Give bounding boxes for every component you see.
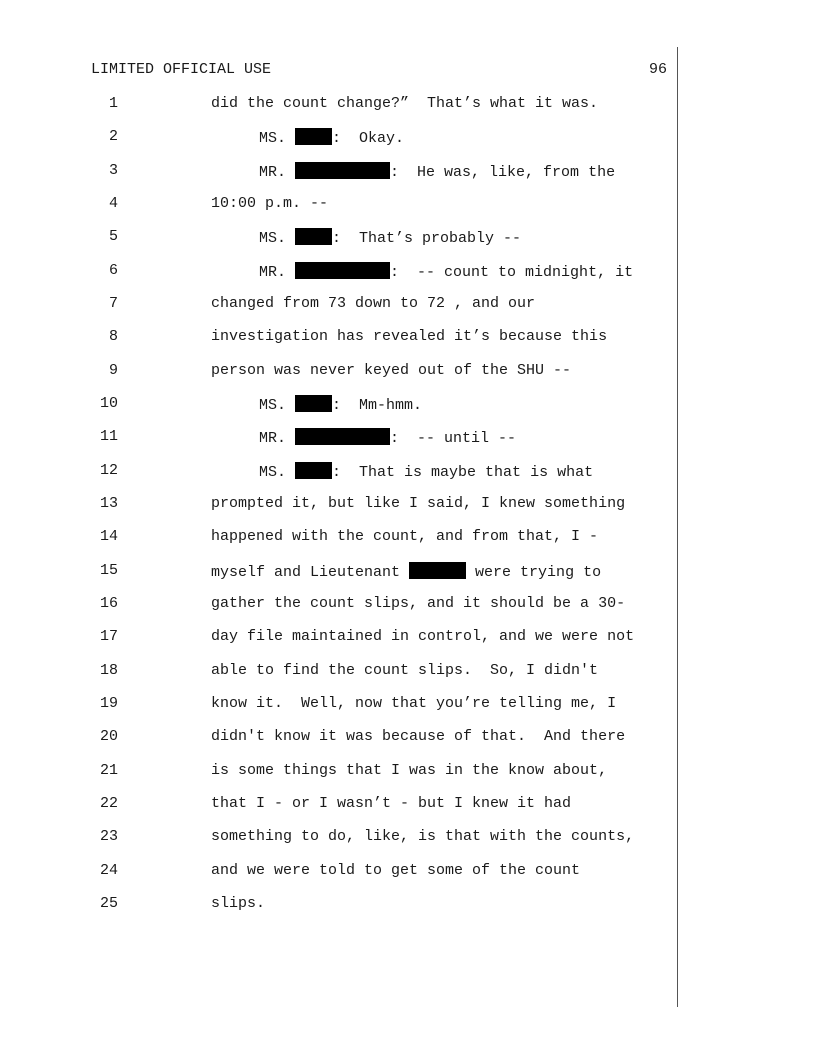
transcript-line <box>0 162 680 182</box>
line-text: is some things that I was in the know about, <box>211 762 608 779</box>
line-text: and we were told to get some of the count <box>211 862 581 879</box>
transcript-line <box>0 595 680 615</box>
transcript-line <box>0 228 680 248</box>
speech-text: : Okay. <box>332 130 405 147</box>
speaker-label: MS. <box>259 397 287 414</box>
transcript-line <box>0 695 680 715</box>
line-number: 4 <box>108 195 118 212</box>
speaker-label: MR. <box>259 430 287 447</box>
speaker-label: MR. <box>259 164 287 181</box>
line-number: 17 <box>99 628 118 645</box>
line-text: 10:00 p.m. -- <box>211 195 329 212</box>
line-number: 6 <box>108 262 118 279</box>
line-number: 11 <box>99 428 118 445</box>
line-number: 3 <box>108 162 118 179</box>
line-number: 19 <box>99 695 118 712</box>
transcript-line <box>0 895 680 915</box>
line-number: 24 <box>99 862 118 879</box>
transcript-line <box>0 428 680 448</box>
transcript-line <box>0 662 680 682</box>
speaker-label: MS. <box>259 230 287 247</box>
speech-text: : -- until -- <box>390 430 517 447</box>
transcript-line <box>0 262 680 282</box>
transcript-line <box>0 628 680 648</box>
line-number: 13 <box>99 495 118 512</box>
transcript-line <box>0 295 680 315</box>
transcript-line <box>0 195 680 215</box>
transcript-line <box>0 95 680 115</box>
line-number: 8 <box>108 328 118 345</box>
transcript-line <box>0 495 680 515</box>
line-text <box>259 128 404 147</box>
line-number: 1 <box>108 95 118 112</box>
transcript-line <box>0 828 680 848</box>
transcript-line <box>0 562 680 582</box>
redaction-box <box>409 562 466 579</box>
line-text: person was never keyed out of the SHU -- <box>211 362 572 379</box>
line-number: 23 <box>99 828 118 845</box>
speech-text: : Mm-hmm. <box>332 397 423 414</box>
transcript-line <box>0 795 680 815</box>
redaction-box <box>295 395 332 412</box>
classification-header: LIMITED OFFICIAL USE <box>91 61 272 78</box>
line-text: day file maintained in control, and we were not <box>211 628 635 645</box>
line-number: 10 <box>99 395 118 412</box>
line-text: gather the count slips, and it should be a 30- <box>211 595 626 612</box>
line-text: prompted it, but like I said, I knew something <box>211 495 626 512</box>
line-number: 14 <box>99 528 118 545</box>
line-text <box>259 228 521 247</box>
speech-text: : That’s probably -- <box>332 230 522 247</box>
line-number: 22 <box>99 795 118 812</box>
line-number: 21 <box>99 762 118 779</box>
line-text <box>259 395 422 414</box>
line-number: 5 <box>108 228 118 245</box>
line-number: 9 <box>108 362 118 379</box>
transcript-line <box>0 395 680 415</box>
redaction-box <box>295 262 390 279</box>
line-text: happened with the count, and from that, I - <box>211 528 599 545</box>
speech-text: : He was, like, from the <box>390 164 616 181</box>
redaction-box <box>295 462 332 479</box>
redaction-box <box>295 228 332 245</box>
line-text: slips. <box>211 895 266 912</box>
speech-text: myself and Lieutenant <box>211 564 410 581</box>
line-text <box>259 162 615 181</box>
line-number: 18 <box>99 662 118 679</box>
transcript-line <box>0 728 680 748</box>
line-number: 25 <box>99 895 118 912</box>
line-text: something to do, like, is that with the counts, <box>211 828 635 845</box>
speech-text: : That is maybe that is what <box>332 464 594 481</box>
line-number: 2 <box>108 128 118 145</box>
redaction-box <box>295 428 390 445</box>
line-number: 16 <box>99 595 118 612</box>
transcript-line <box>0 362 680 382</box>
speech-text: : -- count to midnight, it <box>390 264 634 281</box>
line-text <box>259 428 516 447</box>
speech-text: were trying to <box>466 564 602 581</box>
line-text: did the count change?” That’s what it was. <box>211 95 599 112</box>
transcript-line <box>0 762 680 782</box>
line-number: 20 <box>99 728 118 745</box>
line-text: know it. Well, now that you’re telling me, I <box>211 695 617 712</box>
speaker-label: MS. <box>259 130 287 147</box>
transcript-line <box>0 862 680 882</box>
line-text: didn't know it was because of that. And there <box>211 728 626 745</box>
line-text: that I - or I wasn’t - but I knew it had <box>211 795 572 812</box>
redaction-box <box>295 128 332 145</box>
line-number: 15 <box>99 562 118 579</box>
line-text: changed from 73 down to 72 , and our <box>211 295 536 312</box>
line-text: able to find the count slips. So, I didn't <box>211 662 599 679</box>
line-text: investigation has revealed it’s because this <box>211 328 608 345</box>
transcript-line <box>0 528 680 548</box>
line-text <box>211 562 601 581</box>
line-text <box>259 462 593 481</box>
transcript-line <box>0 328 680 348</box>
line-number: 12 <box>99 462 118 479</box>
line-text <box>259 262 633 281</box>
line-number: 7 <box>108 295 118 312</box>
speaker-label: MR. <box>259 264 287 281</box>
transcript-line <box>0 128 680 148</box>
page-number: 96 <box>648 61 667 78</box>
redaction-box <box>295 162 390 179</box>
speaker-label: MS. <box>259 464 287 481</box>
transcript-line <box>0 462 680 482</box>
